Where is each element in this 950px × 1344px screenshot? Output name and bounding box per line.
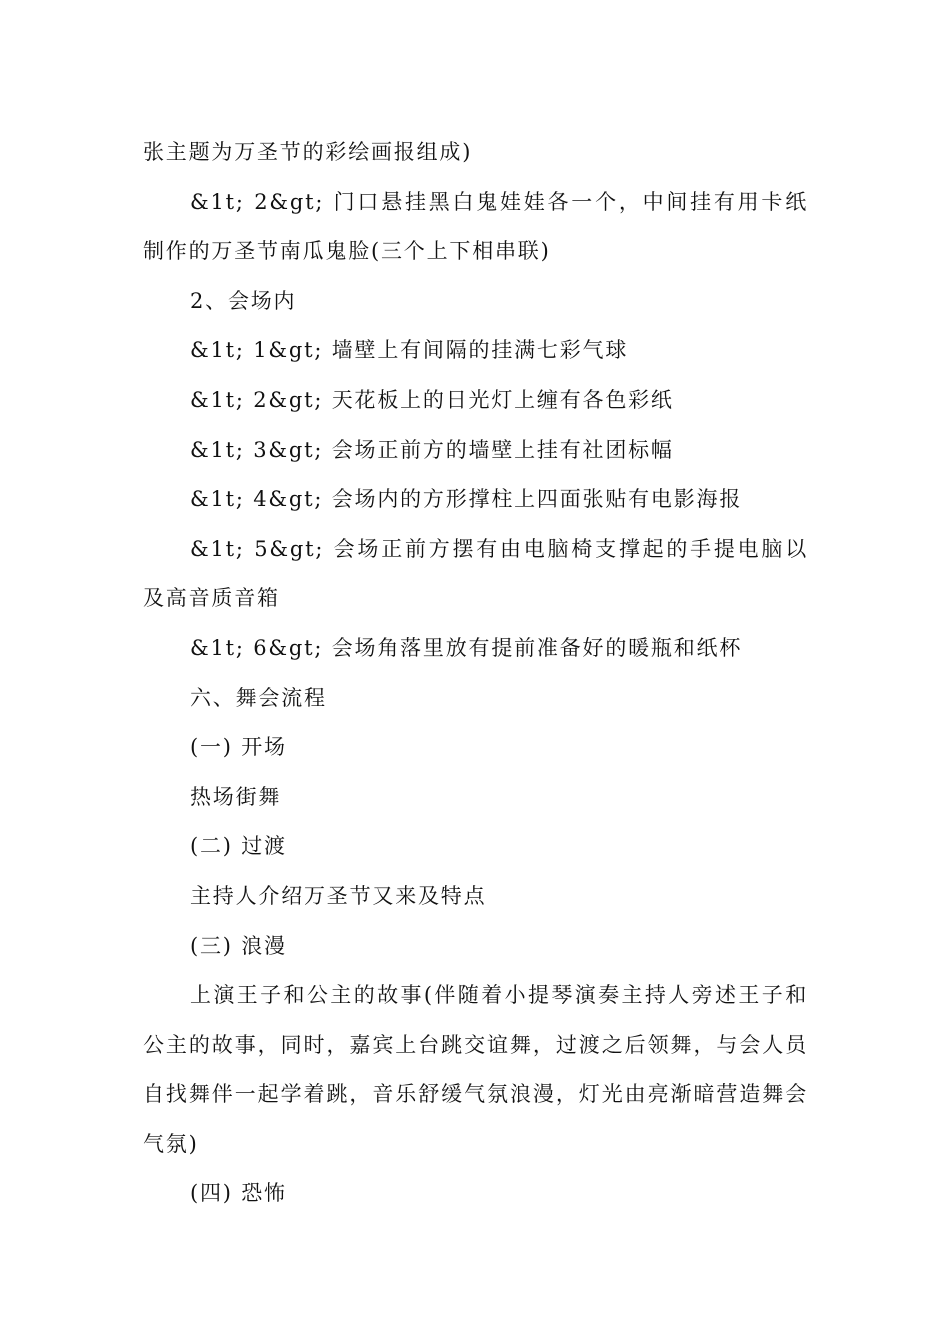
subheading-horror: (四) 恐怖 [190,1181,287,1206]
subheading-opening: (一) 开场 [190,735,287,760]
paragraph-poster-continuation: 张主题为万圣节的彩绘画报组成) [143,140,473,164]
subheading-transition: (二) 过渡 [190,834,287,859]
paragraph-prince-princess-story: 上演王子和公主的故事(伴随着小提琴演奏主持人旁述王子和公主的故事，同时，嘉宾上台跳交谊舞，过渡之后领舞，与会人员自找舞伴一起学着跳，音乐舒缓气氛浪漫，灯光由亮渐暗营造舞会气氛) [143,983,808,1156]
subheading-romance: (三) 浪漫 [190,933,287,958]
paragraph-host-intro: 主持人介绍万圣节又来及特点 [190,883,487,908]
paragraph-street-dance: 热场街舞 [190,784,282,809]
paragraph-ceiling-paper: &1t; 2&gt; 天花板上的日光灯上缠有各色彩纸 [190,387,674,412]
document-body [143,128,808,1219]
paragraph-thermos-cups: &1t; 6&gt; 会场角落里放有提前准备好的暖瓶和纸杯 [190,635,743,660]
paragraph-movie-posters: &1t; 4&gt; 会场内的方形撑柱上四面张贴有电影海报 [190,487,743,512]
paragraph-door-decoration: &1t; 2&gt; 门口悬挂黑白鬼娃娃各一个，中间挂有用卡纸制作的万圣节南瓜鬼脸(三个上下相串联) [143,189,808,264]
paragraph-banner: &1t; 3&gt; 会场正前方的墙壁上挂有社团标幅 [190,437,674,462]
paragraph-laptop-speakers: &1t; 5&gt; 会场正前方摆有由电脑椅支撑起的手提电脑以及高音质音箱 [143,536,808,611]
section-heading-venue-interior: 2、会场内 [190,288,297,313]
paragraph-wall-balloons: &1t; 1&gt; 墙壁上有间隔的挂满七彩气球 [190,338,629,363]
section-heading-dance-flow: 六、舞会流程 [190,685,327,710]
